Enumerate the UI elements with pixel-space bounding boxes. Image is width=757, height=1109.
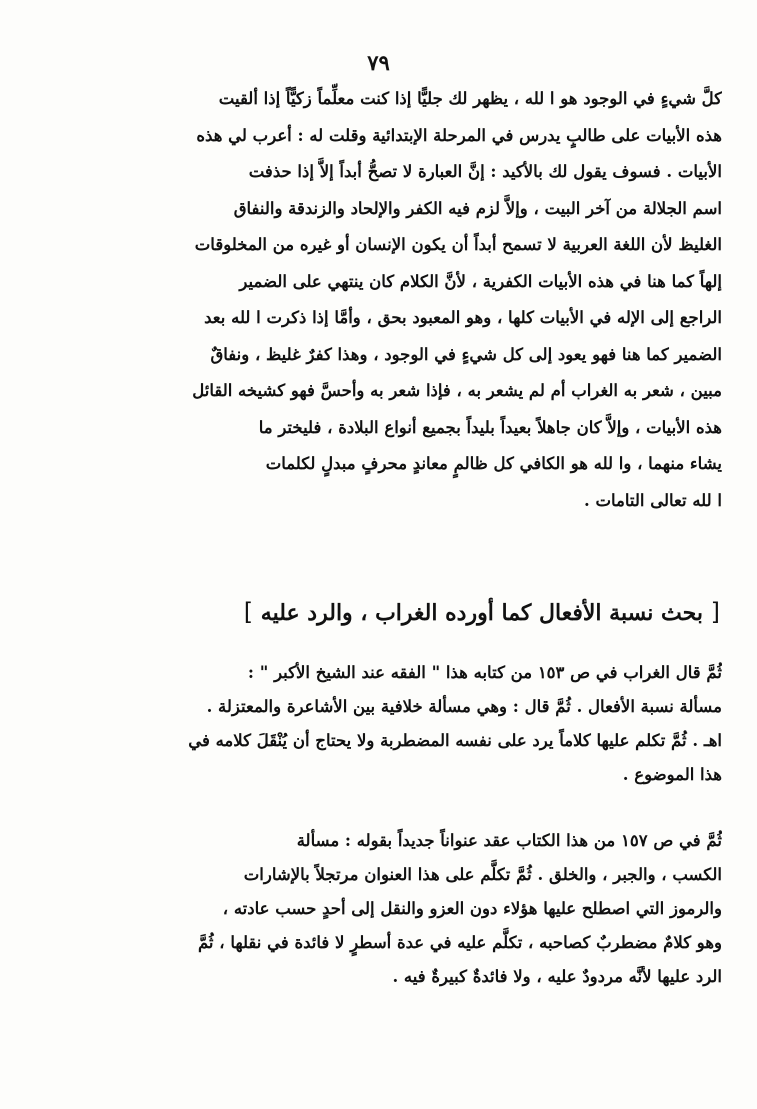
text-line: ثُمَّ قال الغراب في ص ١٥٣ من كتابه هذا " الفقه عند الشيخ الأكبر " : bbox=[247, 663, 722, 682]
text-line: هذه الأبيات على طالبٍ يدرس في المرحلة الإبتدائية وقلت له : أعرب لي هذه bbox=[196, 125, 722, 145]
text-line: كلَّ شيءٍ في الوجود هو ا لله ، يظهر لك جليًّا إذا كنت معلِّماً زكيًّاً إذا ألقيت bbox=[218, 89, 722, 108]
section-heading bbox=[100, 598, 720, 626]
text-line: الضمير كما هنا فهو يعود إلى كل شيءٍ في الوجود ، وهذا كفرٌ غليظ ، ونفاقٌ bbox=[210, 344, 722, 364]
paragraph-continuation bbox=[92, 81, 722, 519]
heading-close-bracket: ] bbox=[243, 598, 254, 626]
text-line: اسم الجلالة من آخر البيت ، وإلاَّ لزم فيه الكفر والإلحاد والزندقة والنفاق bbox=[233, 198, 722, 218]
text-line-last: هذا الموضوع . bbox=[622, 765, 722, 784]
text-line: الغليظ لأن اللغة العربية لا تسمح أبداً أن يكون الإنسان أو غيره من المخلوقات bbox=[194, 235, 722, 254]
text-line: الكسب ، والجبر ، والخلق . ثُمَّ تكلَّم على هذا العنوان مرتجلاً بالإشارات bbox=[243, 865, 722, 884]
paragraph-1 bbox=[92, 656, 722, 792]
text-line-last: ا لله تعالى التامات . bbox=[583, 490, 722, 510]
text-line: إلهاً كما هنا في هذه الأبيات الكفرية ، لأنَّ الكلام كان ينتهي على الضمير bbox=[239, 271, 722, 291]
heading-text: بحث نسبة الأفعال كما أورده الغراب ، والرد عليه bbox=[260, 600, 703, 626]
text-line: هذه الأبيات ، وإلاَّ كان جاهلاً بعيداً بليداً بجميع أنواع البلادة ، فليختر ما bbox=[258, 417, 722, 437]
heading-open-bracket: [ bbox=[710, 598, 720, 626]
text-line: مبين ، شعر به الغراب أم لم يشعر به ، فإذا شعر به وأحسَّ فهو كشيخه القائل bbox=[192, 381, 722, 400]
text-line: مسألة نسبة الأفعال . ثُمَّ قال : وهي مسألة خلافية بين الأشاعرة والمعتزلة . bbox=[206, 697, 722, 716]
text-line: الراجع إلى الإله في الأبيات كلها ، وهو المعبود بحق ، وأمَّا إذا ذكرت ا لله بعد bbox=[204, 308, 722, 327]
text-line: يشاء منهما ، وا لله هو الكافي كل ظالمٍ معاندٍ محرفٍ مبدلٍ لكلمات bbox=[265, 454, 722, 473]
text-line: ثُمَّ في ص ١٥٧ من هذا الكتاب عقد عنواناً جديداً بقوله : مسألة bbox=[296, 831, 722, 850]
text-line: وهو كلامٌ مضطربٌ كصاحبه ، تكلَّم عليه في عدة أسطرٍ لا فائدة في نقلها ، ثُمَّ bbox=[197, 933, 722, 952]
text-line: والرموز التي اصطلح عليها هؤلاء دون العزو والنقل إلى أحدٍ حسب عادته ، bbox=[222, 899, 722, 918]
text-line: اهـ . ثُمَّ تكلم عليها كلاماً يرد على نفسه المضطربة ولا يحتاج أن يُنْقَلَ كلامه في bbox=[188, 731, 722, 750]
paragraph-2 bbox=[92, 824, 722, 994]
text-line-last: الرد عليها لأنَّه مردودٌ عليه ، ولا فائدةٌ كبيرةٌ فيه . bbox=[392, 967, 722, 986]
text-line: الأبيات . فسوف يقول لك بالأكيد : إنَّ العبارة لا تصحُّ أبداً إلاَّ إذا حذفت bbox=[248, 162, 722, 181]
page-number: ٧٩ bbox=[367, 50, 390, 75]
